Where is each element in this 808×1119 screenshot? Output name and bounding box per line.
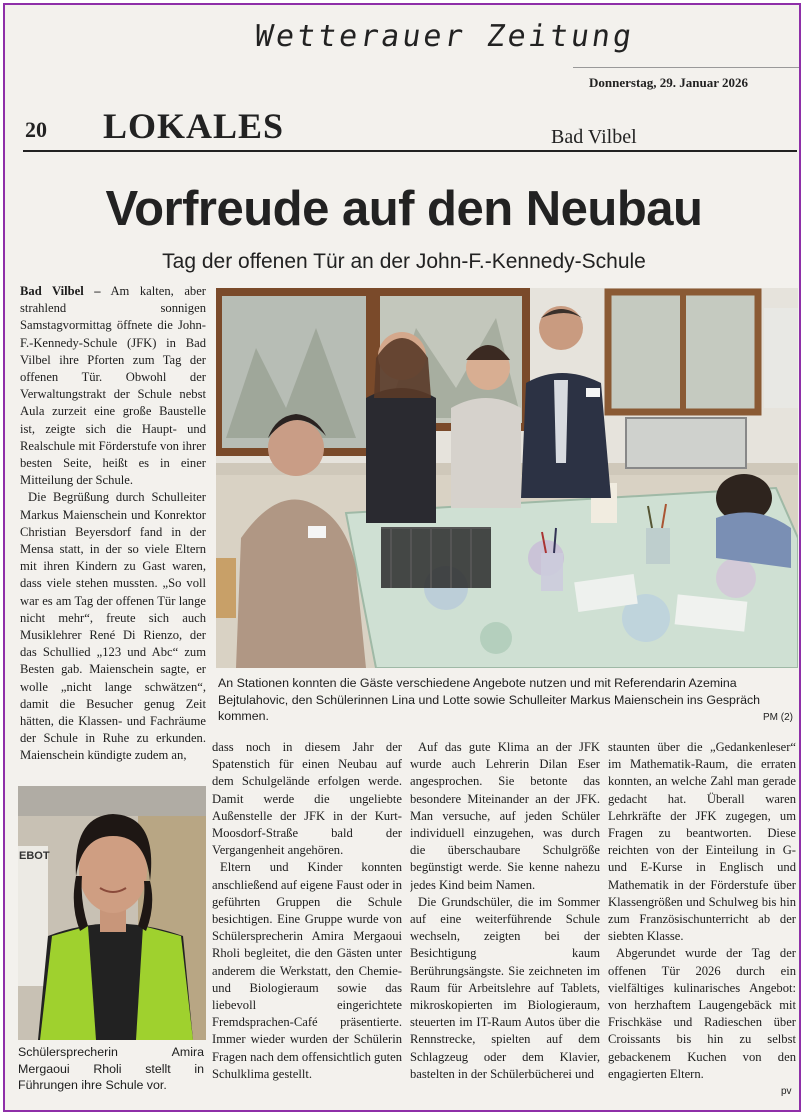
header-rule — [23, 150, 797, 152]
student-portrait-illustration — [18, 786, 206, 1040]
article-headline: Vorfreude auf den Neubau — [105, 182, 703, 236]
portrait-caption: Schülersprecherin Amira Mergaoui Rholi stellt in Führungen ihre Schule vor. — [18, 1045, 204, 1092]
portrait-photo — [18, 786, 206, 1040]
classroom-photo-illustration — [216, 288, 798, 668]
section-title: LOKALES — [103, 106, 285, 146]
paragraph-1: Am kalten, aber strahlend sonnigen Samstagvormittag öffnete die John-F.-Kennedy-Schule (JFK) in Bad Vilbel ihre Pforten zum Tag der offenen Tür. Obwohl der Verwaltungstrakt der Schule nebst Aula zurzeit eine große Baustelle ist, zeigte sich die Haupt- und Realschule mit Förderstufe von ihrer besten Seite, heißt es in einer Mitteilung der Schule. — [20, 284, 206, 488]
paragraph-8: Abgerundet wurde der Tag der offenen Tür 2026 durch ein vielfältiges kulinarisches Angebot: von herzhaftem Laugengebäck mit Frischkäse und Radieschen über Croissants bis hin zu selbst gebackenem Kuchen von den engagierten Eltern. — [608, 946, 796, 1081]
handwritten-newspaper-name: Wetterauer Zeitung — [252, 19, 637, 54]
main-photo-caption: An Stationen konnten die Gäste verschiedene Angebote nutzen und mit Referendarin Azemina Bejtulahovic, den Schülerinnen Lina und Lotte sowie Schulleiter Markus Maienschein ins Gespräch kommen. — [218, 676, 761, 723]
paragraph-7: staunten über die „Gedankenleser“ im Mathematik-Raum, die erraten konnten, an welche Zahl man gerade gedacht hat. Überall waren Lehrkräfte der JFK zugegen, um Fragen zu beantworten. Diese reichten von der Einteilung in G- und E-Kurse in Englisch und Mathematik in der Förderstufe über Klassengrößen und Schulweg bis hin zum Französischunterricht ab der siebten Klasse. — [608, 740, 796, 944]
photo-credit: PM (2) — [763, 712, 793, 723]
city-label: Bad Vilbel — [551, 126, 637, 148]
article-column-1 — [20, 283, 206, 771]
dateline: Bad Vilbel – — [20, 284, 101, 298]
issue-date: Donnerstag, 29. Januar 2026 — [589, 75, 749, 90]
paragraph-5: Auf das gute Klima an der JFK wurde auch Lehrerin Dilan Eser angesprochen. Sie betonte das besondere Miteinander an der JFK. Man versuche, auf jeden Schüler individuell einzugehen, was durch die überschaubare Schulgröße begünstigt werde. Sie kenne nahezu jedes Kind beim Namen. — [410, 740, 600, 892]
article-column-4 — [608, 739, 796, 1089]
article-column-3 — [410, 739, 600, 1101]
paragraph-3: dass noch in diesem Jahr der Spatenstich für einen Neubau auf dem Schulgelände erfolgen werde. Damit werde die ungeliebte Außenstelle der JFK in der Kurt-Moosdorf-Straße bald der Vergangenheit angehören. — [212, 740, 402, 858]
main-photo — [216, 288, 798, 668]
page-number: 20 — [25, 117, 47, 142]
date-rule — [573, 67, 799, 68]
background-sign-text: EBOT — [19, 850, 50, 862]
article-subheadline: Tag der offenen Tür an der John-F.-Kennedy-Schule — [162, 250, 646, 273]
article-column-2 — [212, 739, 402, 1101]
paragraph-4: Eltern und Kinder konnten anschließend auf eigene Faust oder in geführten Gruppen die Schule besichtigen. Eine Gruppe wurde von Schülersprecherin Amira Mergaoui Rholi begleitet, die den Gästen unter anderem die Werkstatt, den Chemie- und Biologieraum sowie das liebevoll eingerichtete Fremdsprachen-Café präsentierte. Immer wieder wurden der Schülerin Fragen nach dem offensichtlich guten Schulklima gestellt. — [212, 860, 402, 1081]
author-initials: pv — [781, 1086, 792, 1097]
paragraph-2: Die Begrüßung durch Schulleiter Markus Maienschein und Konrektor Christian Beyersdorf fand in der Mensa statt, in der so viele Eltern mit ihren Kindern zu Gast waren, dass viele stehen mussten. „So voll war es am Tag der offenen Tür lange nicht mehr“, freute sich auch Musiklehrer René Di Rienzo, der das Schullied „123 und Abc“ zum Besten gab. Maienschein sagte, er wolle „nicht lange schwätzen“, damit die Besucher genug Zeit hätten, die Klassen- und Fachräume der Schule in Ruhe zu erkunden. Maienschein kündigte zudem an, — [20, 490, 206, 763]
newspaper-clipping — [3, 3, 801, 1112]
paragraph-6: Die Grundschüler, die im Sommer auf eine weiterführende Schule wechseln, zeigten bei der Besichtigung kaum Berührungsängste. Sie zeichneten im Raum für Arbeitslehre auf Tablets, mikroskopierten im Biologieraum, steuerten im IT-Raum Autos über die Rennstrecke, spielten auf dem Schlagzeug oder dem Klavier, bastelten in der Schülerbücherei und — [410, 894, 600, 1081]
